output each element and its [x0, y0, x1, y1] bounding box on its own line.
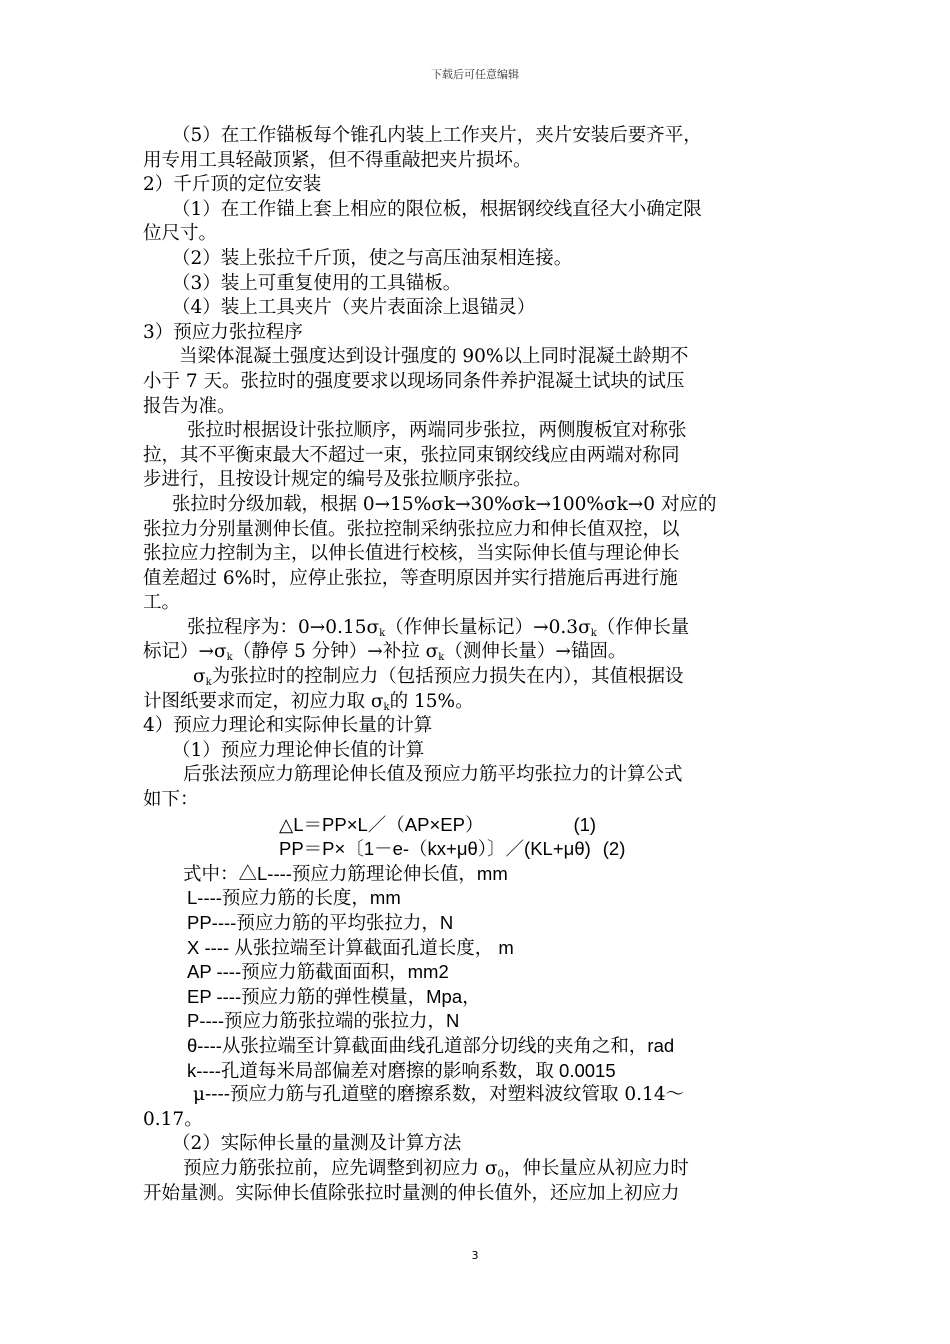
paragraph-line: 小于 7 天。张拉时的强度要求以现场同条件养护混凝土试块的试压 [143, 370, 685, 392]
paragraph-line: 工。 [143, 592, 181, 614]
paragraph-line: 张拉应力控制为主，以伸长值进行校核，当实际伸长值与理论伸长 [143, 543, 680, 565]
section-heading: 2）千斤顶的定位安装 [143, 174, 322, 196]
paragraph-line: （4）装上工具夹片（夹片表面涂上退锚灵） [172, 297, 536, 319]
definition-line: μ----预应力筋与孔道壁的磨擦系数，对塑料波纹管取 0.14～ [193, 1084, 685, 1106]
definition-line: k----孔道每米局部偏差对磨擦的影响系数，取 0.0015 [187, 1059, 616, 1081]
paragraph-line: 标记）$\to\sigma_k$（静停 5 分钟）→补拉 $\sigma_k$（测伸长量）→锚固。 [143, 641, 627, 664]
subsection-heading: （2）实际伸长量的量测及计算方法 [172, 1133, 462, 1155]
definition-line: L----预应力筋的长度，mm [187, 887, 401, 909]
body-text [143, 124, 815, 1206]
paragraph-line: 位尺寸。 [143, 223, 218, 245]
paragraph-line: 计图纸要求而定，初应力取 $\sigma_k$的 15%。 [143, 690, 474, 713]
section-heading: 3）预应力张拉程序 [143, 321, 303, 343]
definition-line: EP ----预应力筋的弹性模量，Mpa， [187, 985, 481, 1007]
definition-line: PP----预应力筋的平均张拉力，N [187, 912, 454, 933]
subsection-heading: （1）预应力理论伸长值的计算 [172, 739, 425, 761]
definition-line: θ----从张拉端至计算截面曲线孔道部分切线的夹角之和，rad [187, 1034, 675, 1056]
paragraph-line: 报告为准。 [143, 395, 236, 417]
paragraph-line: 用专用工具轻敲顶紧，但不得重敲把夹片损坏。 [143, 149, 532, 171]
page-header: 下载后可任意编辑 [431, 68, 519, 81]
paragraph-line: 拉，其不平衡束最大不超过一束，张拉同束钢绞线应由两端对称同 [143, 444, 680, 466]
paragraph-line: 0.17。 [143, 1108, 203, 1130]
paragraph-line: 张拉程序为：$0\to 0.15\sigma_k$（作伸长量标记）$\to 0.3\sigma_k$（作伸长量 [187, 616, 690, 639]
paragraph-line: 张拉时根据设计张拉顺序，两端同步张拉，两侧腹板宜对称张 [187, 420, 687, 442]
definition-line: X ---- 从张拉端至计算截面孔道长度， m [187, 936, 514, 958]
paragraph-line: （1）在工作锚上套上相应的限位板，根据钢绞线直径大小确定限 [172, 198, 702, 220]
paragraph-line: （5）在工作锚板每个锥孔内装上工作夹片，夹片安装后要齐平， [172, 125, 702, 146]
paragraph-line: 开始量测。实际伸长值除张拉时量测的伸长值外，还应加上初应力 [143, 1182, 680, 1204]
paragraph-line: 当梁体混凝土强度达到设计强度的 90%以上同时混凝土龄期不 [179, 346, 689, 368]
definition-line: AP ----预应力筋截面面积，mm2 [187, 961, 449, 983]
page-number: 3 [471, 1249, 479, 1262]
formula-1: △L＝PP×L／（AP×EP） (1) [279, 813, 597, 835]
paragraph-line: 预应力筋张拉前，应先调整到初应力 $\sigma_0$，伸长量应从初应力时 [183, 1157, 689, 1180]
paragraph-line: （2）装上张拉千斤顶，使之与高压油泵相连接。 [172, 247, 573, 269]
paragraph-line: 后张法预应力筋理论伸长值及预应力筋平均张拉力的计算公式 [183, 764, 683, 786]
definition-line: P----预应力筋张拉端的张拉力，N [187, 1010, 460, 1032]
section-heading: 4）预应力理论和实际伸长量的计算 [143, 715, 433, 737]
paragraph-line: 如下： [143, 789, 199, 811]
paragraph-line: 步进行，且按设计规定的编号及张拉顺序张拉。 [143, 469, 532, 491]
paragraph-line: 张拉力分别量测伸长值。张拉控制采纳张拉应力和伸长值双控，以 [143, 518, 680, 540]
formula-2: PP＝P×〔1－e-（kx+μθ）〕／(KL+μθ) (2) [279, 838, 626, 860]
paragraph-line: 张拉时分级加载，根据 0→15%σk→30%σk→100%σk→0 对应的 [172, 493, 717, 515]
paragraph-line: 值差超过 6%时，应停止张拉，等查明原因并实行措施后再进行施 [143, 567, 678, 589]
paragraph-line: （3）装上可重复使用的工具锚板。 [172, 272, 462, 294]
definition-line: 式中：△L----预应力筋理论伸长值，mm [183, 862, 508, 884]
paragraph-line: $\sigma_k$为张拉时的控制应力（包括预应力损失在内），其值根据设 [193, 666, 684, 689]
